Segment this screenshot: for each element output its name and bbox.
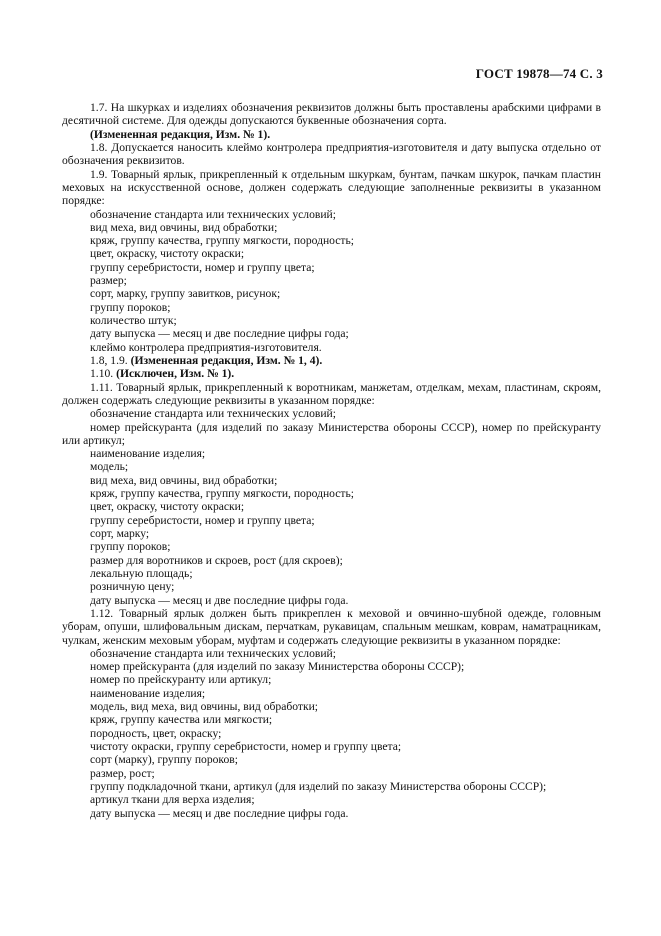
paragraph-1-11: 1.11. Товарный ярлык, прикрепленный к воротникам, манжетам, отделкам, мехам, пластинам, скроям, должен содержать следующие реквизиты в указанном порядке: [62, 380, 601, 407]
list-item: сорт, марку; [90, 527, 150, 540]
list-item: размер для воротников и скроев, рост (для скроев); [90, 553, 343, 567]
list-item: чистоту окраски, группу серебристости, номер и группу цвета; [90, 740, 402, 753]
list-item: розничную цену; [90, 580, 175, 594]
list-item: вид меха, вид овчины, вид обработки; [90, 220, 278, 234]
list-item: клеймо контролера предприятия-изготовителя. [90, 340, 322, 354]
list-item: группу подкладочной ткани, артикул (для изделий по заказу Министерства обороны СССР); [90, 779, 547, 793]
amendment-note-1-8-1-9 [62, 354, 601, 367]
list-item: наименование изделия; [90, 686, 206, 700]
list-item: группу пороков; [90, 540, 171, 554]
list-item: породность, цвет, окраску; [90, 726, 222, 740]
amendment-note-text: (Измененная редакция, Изм. № 1). [90, 127, 271, 141]
paragraph-1-9: 1.9. Товарный ярлык, прикрепленный к отдельным шкуркам, бунтам, пачкам шкурок, пачкам пластин меховых на искусственной основе, должен содержать следующие заполненные реквизиты в указанном порядке: [62, 167, 601, 208]
list-item: цвет, окраску, чистоту окраски; [90, 247, 245, 261]
amendment-note-text: (Измененная редакция, Изм. № 1, 4). [130, 353, 323, 367]
paragraph-1-8: 1.8. Допускается наносить клеймо контролера предприятия-изготовителя и дату выпуска отдельно от обозначения реквизитов. [62, 140, 601, 168]
paragraph-1-10 [62, 367, 601, 380]
amendment-note-1-7 [62, 128, 601, 141]
list-item: группу пороков; [90, 300, 171, 314]
list-item: модель; [90, 460, 129, 474]
paragraph-1-12: 1.12. Товарный ярлык должен быть прикреплен к меховой и овчинно-шубной одежде, головным уборам, опуши, шлифовальным дискам, перчаткам, рукавицам, спальным мешкам, коврам, наматрацникам, чулкам, женским меховым уборам, муфтам и содержать следующие реквизиты в указанном порядке: [62, 606, 601, 647]
note-prefix: 1.10. [90, 367, 114, 381]
document-body [62, 101, 601, 820]
list-item: обозначение стандарта или технических условий; [90, 646, 336, 660]
list-item: размер; [90, 274, 127, 288]
page-header: ГОСТ 19878—74 С. 3 [475, 66, 603, 81]
list-item: лекальную площадь; [90, 566, 193, 580]
list-item: кряж, группу качества, группу мягкости, породность; [90, 487, 354, 501]
list-item: кряж, группу качества или мягкости; [90, 713, 273, 727]
list-item: дату выпуска — месяц и две последние цифры года. [90, 593, 349, 607]
list-item: артикул ткани для верха изделия; [90, 793, 255, 807]
list-item: кряж, группу качества, группу мягкости, породность; [90, 234, 354, 248]
list-item: номер по прейскуранту или артикул; [90, 673, 272, 687]
list-item: группу серебристости, номер и группу цвета; [90, 513, 315, 527]
list-item: вид меха, вид овчины, вид обработки; [90, 473, 278, 487]
list-item: наименование изделия; [90, 447, 206, 461]
list-item: номер прейскуранта (для изделий по заказу Министерства обороны СССР); [90, 660, 465, 674]
list-item: размер, рост; [90, 766, 155, 780]
note-prefix: 1.8, 1.9. [90, 353, 128, 367]
list-item: группу серебристости, номер и группу цвета; [90, 260, 315, 274]
list-item: модель, вид меха, вид овчины, вид обработки; [90, 700, 319, 714]
amendment-note-text: (Исключен, Изм. № 1). [116, 367, 235, 381]
paragraph-1-7: 1.7. На шкурках и изделиях обозначения реквизитов должны быть проставлены арабскими цифрами в десятичной системе. Для одежды допускаются буквенные обозначения сорта. [62, 101, 601, 128]
list-item: номер прейскуранта (для изделий по заказу Министерства обороны СССР), номер по прейскуранту или артикул; [62, 420, 601, 447]
list-item: дату выпуска — месяц и две последние цифры года; [90, 327, 349, 341]
list-item: дату выпуска — месяц и две последние цифры года. [90, 806, 349, 820]
list-item: сорт (марку), группу пороков; [90, 753, 238, 767]
list-item: обозначение стандарта или технических условий; [90, 207, 336, 221]
list-item: обозначение стандарта или технических условий; [90, 407, 336, 421]
list-item: цвет, окраску, чистоту окраски; [90, 500, 245, 514]
list-item: сорт, марку, группу завитков, рисунок; [90, 287, 281, 301]
list-item: количество штук; [90, 314, 177, 327]
